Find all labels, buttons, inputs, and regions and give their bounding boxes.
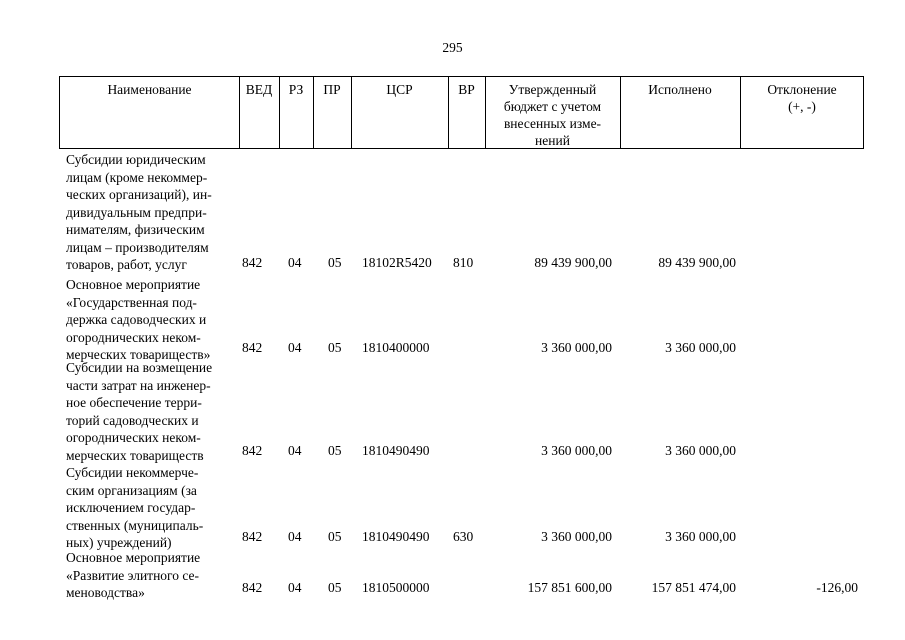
header-budget-line: внесенных изме-: [503, 116, 602, 131]
row-name-line: огороднических неком-: [66, 430, 201, 445]
header-deviation-line: Отклонение: [767, 82, 837, 97]
row-name: [66, 359, 236, 464]
row-ved: 842: [242, 340, 263, 355]
row-name-line: ных) учреждений): [66, 535, 172, 550]
row-name-line: нимателям, физическим: [66, 222, 205, 237]
row-pr: 05: [328, 443, 342, 458]
row-csr: 18102R5420: [362, 255, 432, 270]
row-executed: 3 360 000,00: [665, 529, 736, 544]
row-name-line: дивидуальным предпри-: [66, 204, 207, 220]
row-budget: 3 360 000,00: [541, 443, 612, 458]
row-pr: 05: [328, 255, 342, 270]
row-budget: 3 360 000,00: [541, 529, 612, 544]
header-budget: [485, 81, 620, 149]
row-name-line: лицам – производителям: [66, 239, 209, 255]
row-executed: 89 439 900,00: [658, 255, 736, 270]
row-name-line: исключением государ-: [66, 500, 196, 515]
row-pr: 05: [328, 580, 342, 595]
row-csr: 1810490490: [362, 443, 430, 458]
row-name-line: держка садоводческих и: [66, 312, 207, 327]
row-ved: 842: [242, 580, 263, 595]
row-ved: 842: [242, 255, 263, 270]
row-name-line: мерческих товариществ»: [66, 347, 211, 362]
row-rz: 04: [288, 443, 302, 458]
header-executed: Исполнено: [648, 82, 712, 97]
header-pr: ПР: [323, 82, 341, 97]
row-name-line: «Развитие элитного се-: [66, 567, 200, 583]
row-name-line: Субсидии некоммерче-: [66, 465, 199, 480]
row-name-line: Субсидии юридическим: [66, 152, 206, 167]
row-executed: 3 360 000,00: [665, 340, 736, 355]
row-name-line: огороднических неком-: [66, 329, 201, 345]
header-rz: РЗ: [288, 82, 304, 97]
row-name-line: Основное мероприятие: [66, 550, 201, 565]
row-pr: 05: [328, 529, 342, 544]
row-name: [66, 464, 236, 552]
row-name: [66, 549, 236, 602]
header-budget-line: нений: [535, 133, 570, 148]
header-deviation-line: (+, -): [788, 99, 816, 114]
row-pr: 05: [328, 340, 342, 355]
row-name-line: лицам (кроме некоммер-: [66, 169, 208, 185]
header-budget-line: бюджет с учетом: [503, 99, 602, 114]
row-budget: 89 439 900,00: [534, 255, 612, 270]
row-name-line: Субсидии на возмещение: [66, 360, 213, 375]
row-name-line: «Государственная под-: [66, 294, 197, 310]
row-vr: 810: [453, 255, 474, 270]
header-csr: ЦСР: [386, 82, 413, 97]
row-deviation: -126,00: [816, 580, 858, 595]
row-csr: 1810500000: [362, 580, 430, 595]
header-budget-line: Утвержденный: [508, 82, 597, 97]
row-name-line: ственных (муниципаль-: [66, 517, 204, 533]
row-name-line: торий садоводческих и: [66, 412, 199, 428]
row-ved: 842: [242, 529, 263, 544]
page-number: 295: [442, 40, 463, 55]
row-csr: 1810490490: [362, 529, 430, 544]
row-vr: 630: [453, 529, 474, 544]
row-rz: 04: [288, 255, 302, 270]
row-name-line: части затрат на инженер-: [66, 377, 211, 393]
row-rz: 04: [288, 529, 302, 544]
row-name: [66, 276, 236, 364]
table-header: [59, 76, 864, 149]
row-budget: 157 851 600,00: [527, 580, 612, 595]
row-executed: 157 851 474,00: [651, 580, 736, 595]
row-executed: 3 360 000,00: [665, 443, 736, 458]
row-name-line: ное обеспечение терри-: [66, 395, 202, 410]
row-name-line: Основное мероприятие: [66, 277, 201, 292]
row-rz: 04: [288, 340, 302, 355]
header-ved: ВЕД: [245, 82, 273, 97]
row-ved: 842: [242, 443, 263, 458]
header-name: Наименование: [107, 82, 192, 97]
row-name-line: ским организациям (за: [66, 482, 197, 498]
row-name-line: товаров, работ, услуг: [66, 257, 187, 272]
row-rz: 04: [288, 580, 302, 595]
header-vr: ВР: [458, 82, 475, 97]
header-deviation: [740, 81, 864, 115]
row-name-line: меноводства»: [66, 585, 145, 600]
row-name-line: мерческих товариществ: [66, 447, 204, 463]
row-budget: 3 360 000,00: [541, 340, 612, 355]
row-csr: 1810400000: [362, 340, 430, 355]
row-name: [66, 151, 236, 274]
row-name-line: ческих организаций), ин-: [66, 187, 212, 202]
